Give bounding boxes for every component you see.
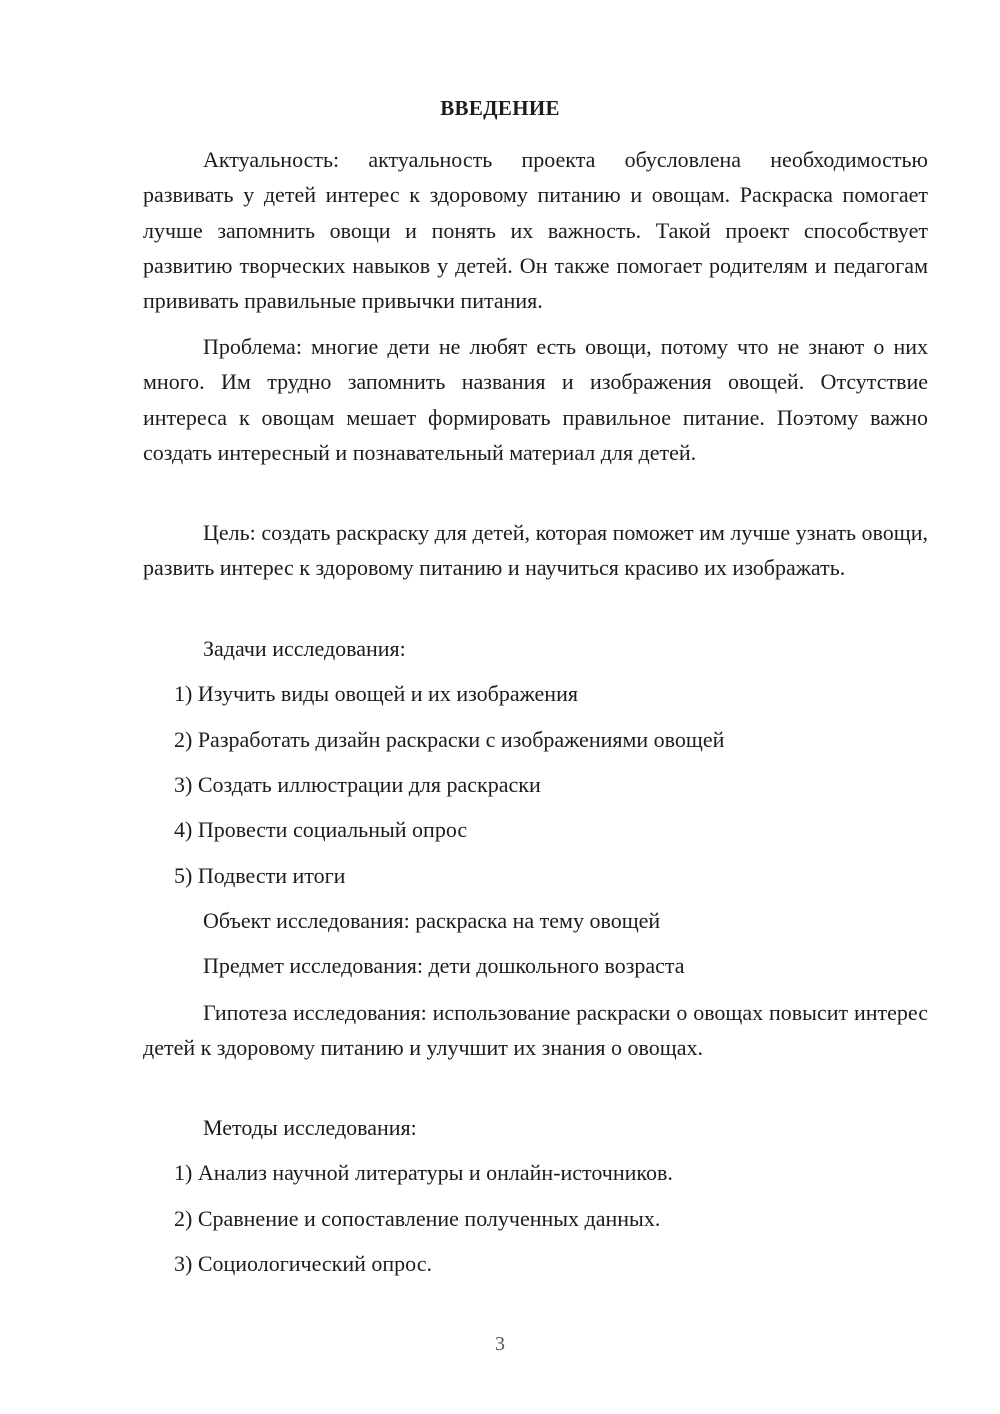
task-item: 4) Провести социальный опрос: [174, 817, 468, 842]
tasks-heading: Задачи исследования:: [203, 636, 406, 661]
task-item: 2) Разработать дизайн раскраски с изображениями овощей: [174, 727, 725, 752]
page-number: 3: [495, 1333, 505, 1355]
task-item: 1) Изучить виды овощей и их изображения: [174, 681, 578, 706]
research-subject: Предмет исследования: дети дошкольного возраста: [203, 953, 685, 978]
hypothesis-paragraph: Гипотеза исследования: использование раскраски о овощах повысит интерес детей к здоровому питанию и улучшит их знания о овощах.: [143, 1000, 928, 1061]
relevance-paragraph: Актуальность: актуальность проекта обусловлена необходимостью развивать у детей интерес к здоровому питанию и овощам. Раскраска помогает лучше запомнить овощи и понять их важность. Такой проект способствует развитию творческих навыков у детей. Он также помогает родителям и педагогам прививать правильные привычки питания.: [143, 147, 928, 314]
section-title: ВВЕДЕНИЕ: [440, 96, 560, 120]
goal-paragraph: Цель: создать раскраску для детей, которая поможет им лучше узнать овощи, развить интерес к здоровому питанию и научиться красиво их изображать.: [143, 520, 928, 581]
methods-heading: Методы исследования:: [203, 1115, 417, 1140]
method-item: 2) Сравнение и сопоставление полученных данных.: [174, 1206, 661, 1231]
task-item: 3) Создать иллюстрации для раскраски: [174, 772, 541, 797]
problem-paragraph: Проблема: многие дети не любят есть овощи, потому что не знают о них много. Им трудно запомнить названия и изображения овощей. Отсутствие интереса к овощам мешает формировать правильное питание. Поэтому важно создать интересный и познавательный материал для детей.: [143, 334, 928, 465]
method-item: 1) Анализ научной литературы и онлайн-источников.: [174, 1160, 673, 1185]
method-item: 3) Социологический опрос.: [174, 1251, 432, 1276]
task-item: 5) Подвести итоги: [174, 863, 346, 888]
research-object: Объект исследования: раскраска на тему овощей: [203, 908, 661, 933]
